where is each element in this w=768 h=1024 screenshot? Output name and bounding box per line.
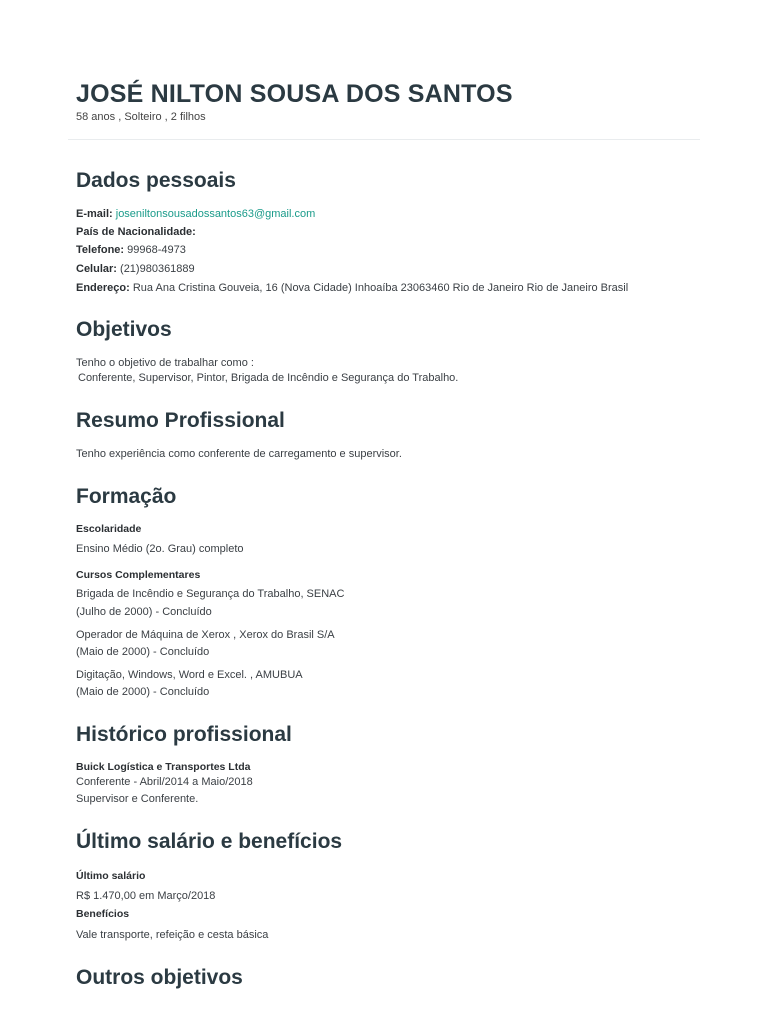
- curso-name: Digitação, Windows, Word e Excel. , AMUBUA: [76, 669, 303, 681]
- section-title-formacao: Formação: [76, 485, 177, 508]
- mobile-line: [76, 262, 195, 277]
- section-title-historico: Histórico profissional: [76, 723, 292, 746]
- company-name: Buick Logística e Transportes Ltda: [76, 761, 251, 773]
- candidate-name: JOSÉ NILTON SOUSA DOS SANTOS: [76, 80, 513, 108]
- beneficios-value: Vale transporte, refeição e cesta básica: [76, 929, 269, 941]
- section-title-dados: Dados pessoais: [76, 169, 236, 192]
- phone-line: [76, 243, 186, 258]
- escolaridade-value: Ensino Médio (2o. Grau) completo: [76, 543, 244, 555]
- email-label: E-mail:: [76, 208, 113, 220]
- section-title-resumo: Resumo Profissional: [76, 409, 285, 432]
- nationality-label: País de Nacionalidade:: [76, 226, 196, 238]
- mobile-value: (21)980361889: [120, 263, 195, 275]
- address-label: Endereço:: [76, 282, 130, 294]
- ultimo-salario-label: Último salário: [76, 870, 146, 882]
- nationality-line: [76, 225, 196, 240]
- candidate-subtitle: 58 anos , Solteiro , 2 filhos: [76, 111, 206, 123]
- curso-date: (Julho de 2000) - Concluído: [76, 606, 212, 618]
- section-title-salario: Último salário e benefícios: [76, 830, 343, 853]
- curso-name: Operador de Máquina de Xerox , Xerox do Brasil S/A: [76, 629, 335, 641]
- objetivos-line-2: Conferente, Supervisor, Pintor, Brigada de Incêndio e Segurança do Trabalho.: [78, 372, 459, 384]
- objetivos-line-1: Tenho o objetivo de trabalhar como :: [76, 357, 254, 369]
- phone-value: 99968-4973: [127, 244, 186, 256]
- curso-date: (Maio de 2000) - Concluído: [76, 686, 210, 698]
- cursos-label: Cursos Complementares: [76, 569, 201, 581]
- section-title-objetivos: Objetivos: [76, 318, 172, 341]
- section-title-outros: Outros objetivos: [76, 966, 243, 989]
- curso-name: Brigada de Incêndio e Segurança do Trabalho, SENAC: [76, 588, 345, 600]
- header-divider: [68, 139, 700, 140]
- job-role: Conferente - Abril/2014 a Maio/2018: [76, 776, 253, 788]
- ultimo-salario-value: R$ 1.470,00 em Março/2018: [76, 890, 216, 902]
- resumo-text: Tenho experiência como conferente de carregamento e supervisor.: [76, 448, 402, 460]
- beneficios-label: Benefícios: [76, 908, 130, 920]
- header: [76, 78, 513, 124]
- escolaridade-label: Escolaridade: [76, 523, 142, 535]
- job-description: Supervisor e Conferente.: [76, 793, 199, 805]
- phone-label: Telefone:: [76, 244, 125, 256]
- address-line: [76, 281, 628, 296]
- email-line: [76, 207, 315, 222]
- address-value: Rua Ana Cristina Gouveia, 16 (Nova Cidade) Inhoaíba 23063460 Rio de Janeiro Rio de Janeiro Brasil: [132, 282, 629, 294]
- mobile-label: Celular:: [76, 263, 117, 275]
- email-link[interactable]: joseniltonsousadossantos63@gmail.com: [115, 208, 316, 220]
- curso-date: (Maio de 2000) - Concluído: [76, 646, 210, 658]
